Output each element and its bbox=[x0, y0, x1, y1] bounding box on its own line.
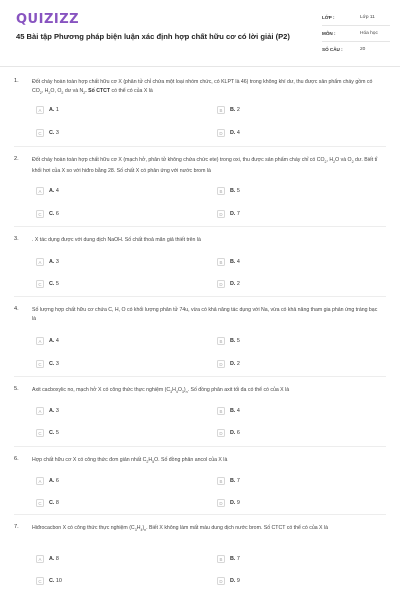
answer-option-d[interactable] bbox=[217, 427, 367, 439]
meta-label: LỚP : bbox=[322, 15, 335, 20]
answer-option-d[interactable] bbox=[217, 127, 367, 139]
option-letter-box: C bbox=[36, 360, 44, 368]
answer-option-a[interactable] bbox=[36, 256, 186, 268]
question-number: 6. bbox=[14, 456, 19, 462]
option-label: A. 4 bbox=[49, 338, 59, 344]
option-letter-box: A bbox=[36, 187, 44, 195]
question-text: Đốt cháy hoàn toàn hợp chất hữu cơ X (phân tử chỉ chứa một loại nhóm chức, có KLPT là 46) trong không khí dư, thu được sản phẩm cháy gồm có $CO_2$, $H_2O$, $O_2$ dư và $N_2$. Số CTCT có thể có của X là bbox=[32, 79, 373, 95]
answer-option-a[interactable] bbox=[36, 185, 186, 197]
option-label: A. 4 bbox=[49, 188, 59, 194]
answer-option-b[interactable] bbox=[217, 475, 367, 487]
meta-row-subject bbox=[322, 26, 390, 42]
option-label: A. 3 bbox=[49, 408, 59, 414]
answer-option-d[interactable] bbox=[217, 575, 367, 587]
option-letter-box: D bbox=[217, 360, 225, 368]
answer-option-b[interactable] bbox=[217, 553, 367, 565]
option-letter-box: C bbox=[36, 577, 44, 585]
worksheet-title: 45 Bài tập Phương pháp biện luận xác định hợp chất hữu cơ có lời giải (P2) bbox=[16, 32, 290, 41]
option-label: D. 7 bbox=[230, 211, 240, 217]
question-text: Đốt cháy hoàn toàn hợp chất hữu cơ X (mạch hở, phân tử không chứa chức ete) trong oxi, thu được sản phẩm cháy chỉ có $CO_2$, $H_2O$ và $O_2$ dư. Biết tỉ khối hơi của X so với hiđro bằng 28. Số chất X có phản ứng với nước brom là bbox=[32, 157, 378, 174]
option-label: B. 5 bbox=[230, 338, 240, 344]
option-label: C. 3 bbox=[49, 361, 59, 367]
option-letter-box: B bbox=[217, 555, 225, 563]
option-letter-box: D bbox=[217, 280, 225, 288]
answer-option-b[interactable] bbox=[217, 335, 367, 347]
answer-option-d[interactable] bbox=[217, 208, 367, 220]
option-letter-box: B bbox=[217, 477, 225, 485]
option-letter-box: A bbox=[36, 477, 44, 485]
answer-option-b[interactable] bbox=[217, 185, 367, 197]
option-label: B. 4 bbox=[230, 408, 240, 414]
option-letter-box: D bbox=[217, 129, 225, 137]
option-label: C. 5 bbox=[49, 430, 59, 436]
question-number: 1. bbox=[14, 78, 19, 84]
question-number: 2. bbox=[14, 156, 19, 162]
quizizz-logo: QUIZIZZ bbox=[16, 12, 80, 27]
option-letter-box: A bbox=[36, 337, 44, 345]
option-label: B. 2 bbox=[230, 107, 240, 113]
answer-option-c[interactable] bbox=[36, 575, 186, 587]
option-label: D. 2 bbox=[230, 281, 240, 287]
option-label: A. 3 bbox=[49, 259, 59, 265]
question-divider bbox=[14, 376, 386, 377]
option-label: C. 6 bbox=[49, 211, 59, 217]
question-number: 7. bbox=[14, 524, 19, 530]
option-letter-box: B bbox=[217, 187, 225, 195]
option-label: D. 4 bbox=[230, 130, 240, 136]
meta-value: Lớp 11 bbox=[360, 15, 375, 20]
option-label: B. 4 bbox=[230, 259, 240, 265]
option-letter-box: C bbox=[36, 499, 44, 507]
meta-value: 20 bbox=[360, 47, 366, 52]
question-divider bbox=[14, 296, 386, 297]
answer-option-d[interactable] bbox=[217, 278, 367, 290]
option-letter-box: B bbox=[217, 258, 225, 266]
answer-option-d[interactable] bbox=[217, 497, 367, 509]
option-label: C. 5 bbox=[49, 281, 59, 287]
option-letter-box: A bbox=[36, 106, 44, 114]
answer-option-b[interactable] bbox=[217, 256, 367, 268]
option-letter-box: B bbox=[217, 407, 225, 415]
option-label: C. 8 bbox=[49, 500, 59, 506]
question-text: Số lượng hợp chất hữu cơ chứa C, H, O có khối lượng phân tử 74u, vừa có khả năng tác dụng với Na, vừa có khả năng tham gia phản ứng tráng bạc là bbox=[32, 307, 378, 322]
answer-option-b[interactable] bbox=[217, 405, 367, 417]
question-text: Hợp chất hữu cơ X có công thức đơn giản nhất $C_2H_5O$. Số đồng phân ancol của X là bbox=[32, 457, 228, 465]
answer-option-c[interactable] bbox=[36, 278, 186, 290]
option-label: D. 9 bbox=[230, 500, 240, 506]
option-letter-box: C bbox=[36, 429, 44, 437]
option-letter-box: B bbox=[217, 106, 225, 114]
option-letter-box: C bbox=[36, 280, 44, 288]
option-label: B. 7 bbox=[230, 478, 240, 484]
answer-option-a[interactable] bbox=[36, 335, 186, 347]
answer-option-c[interactable] bbox=[36, 358, 186, 370]
option-letter-box: A bbox=[36, 258, 44, 266]
answer-option-c[interactable] bbox=[36, 208, 186, 220]
answer-option-b[interactable] bbox=[217, 104, 367, 116]
meta-value: Hóa học bbox=[360, 31, 378, 36]
question-number: 3. bbox=[14, 236, 19, 242]
question-divider bbox=[14, 514, 386, 515]
question-number: 4. bbox=[14, 306, 19, 312]
question-divider bbox=[14, 446, 386, 447]
option-label: A. 1 bbox=[49, 107, 59, 113]
meta-row-class bbox=[322, 10, 390, 26]
option-letter-box: A bbox=[36, 555, 44, 563]
option-label: B. 5 bbox=[230, 188, 240, 194]
answer-option-a[interactable] bbox=[36, 475, 186, 487]
answer-option-a[interactable] bbox=[36, 553, 186, 565]
option-label: C. 10 bbox=[49, 578, 62, 584]
option-label: D. 6 bbox=[230, 430, 240, 436]
option-label: D. 9 bbox=[230, 578, 240, 584]
answer-option-c[interactable] bbox=[36, 127, 186, 139]
option-label: A. 8 bbox=[49, 556, 59, 562]
option-label: D. 2 bbox=[230, 361, 240, 367]
answer-option-a[interactable] bbox=[36, 104, 186, 116]
question-text: Hiđrocacbon X có công thức thực nghiệm $(C_3H_4)_n$. Biết X không làm mất màu dung dịch nước brom. Số CTCT có thể có của X là bbox=[32, 525, 328, 533]
option-label: A. 6 bbox=[49, 478, 59, 484]
meta-row-count bbox=[322, 42, 390, 57]
option-letter-box: D bbox=[217, 499, 225, 507]
option-letter-box: D bbox=[217, 577, 225, 585]
header-divider bbox=[0, 66, 400, 67]
question-text: Axit cacboxylic no, mạch hở X có công thức thực nghiệm $(C_3H_4O_3)_n$. Số đồng phân axit tối đa có thể có của X là bbox=[32, 387, 290, 395]
answer-option-c[interactable] bbox=[36, 497, 186, 509]
option-letter-box: C bbox=[36, 210, 44, 218]
option-letter-box: D bbox=[217, 429, 225, 437]
option-letter-box: A bbox=[36, 407, 44, 415]
worksheet-header bbox=[0, 0, 400, 62]
option-label: C. 3 bbox=[49, 130, 59, 136]
answer-option-c[interactable] bbox=[36, 427, 186, 439]
meta-label: SỐ CÂU : bbox=[322, 47, 343, 52]
worksheet-meta bbox=[322, 10, 390, 57]
option-letter-box: C bbox=[36, 129, 44, 137]
answer-option-d[interactable] bbox=[217, 358, 367, 370]
question-divider bbox=[14, 226, 386, 227]
option-letter-box: D bbox=[217, 210, 225, 218]
question-number: 5. bbox=[14, 386, 19, 392]
meta-label: MÔN : bbox=[322, 31, 336, 36]
question-divider bbox=[14, 146, 386, 147]
option-label: B. 7 bbox=[230, 556, 240, 562]
question-text: . X tác dụng được với dung dịch NaOH. Số chất thoả mãn giả thiết trên là bbox=[32, 237, 201, 243]
answer-option-a[interactable] bbox=[36, 405, 186, 417]
option-letter-box: B bbox=[217, 337, 225, 345]
